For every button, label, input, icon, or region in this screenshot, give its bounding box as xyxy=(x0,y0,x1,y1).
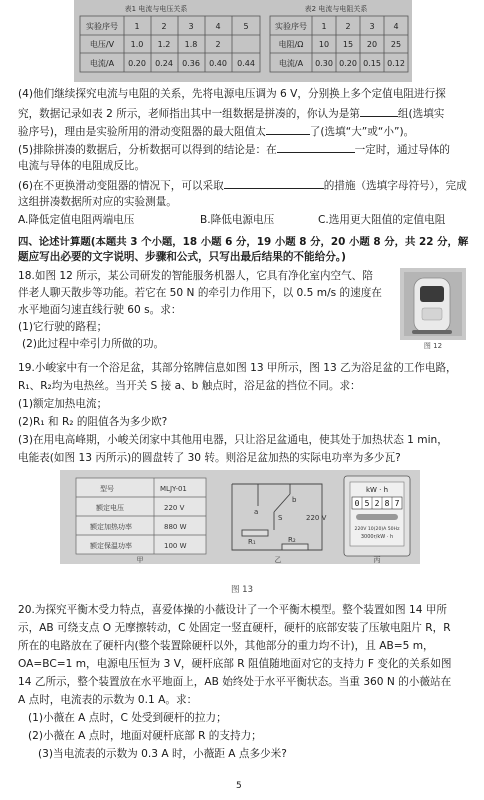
fig12-caption: 图 12 xyxy=(423,342,443,350)
r2-label: R₂ xyxy=(288,536,296,544)
section4-heading-line1: 四、论述计算题(本题共 3 个小题，18 小题 6 分，19 小题 8 分，20 小题 8 分，共 22 分，解 xyxy=(18,236,469,248)
sub-label-jia: 甲 xyxy=(136,556,144,564)
q19-part3-line1: (3)在用电高峰期，小峻关闭家中其他用电器，只让浴足盆通电，使其处于加热状态 1 min， xyxy=(18,434,448,446)
q19-part1: (1)额定加热电流； xyxy=(18,398,108,410)
q17-part5-line1 xyxy=(18,142,450,157)
q20-line6: A 点时，电流表的示数为 0.1 A。求： xyxy=(18,694,198,706)
meter-unit: kW · h xyxy=(365,486,389,494)
table1-cell: 0.36 xyxy=(182,59,200,68)
table1-header: 3 xyxy=(188,22,194,31)
answer-blank xyxy=(277,142,355,153)
nameplate-label: 型号 xyxy=(100,485,114,493)
table1-header: 2 xyxy=(161,22,167,31)
q17-part6-line1 xyxy=(18,178,467,193)
resistor-r1 xyxy=(242,530,268,536)
table2-cell: 0.15 xyxy=(363,59,381,68)
table1-cell: 0.20 xyxy=(128,59,146,68)
q20-part2: (2)小薇在 A 点时，地面对硬杆底部 R 的支持力； xyxy=(28,730,262,742)
q20-line4: OA=BC=1 m，电源电压恒为 3 V，硬杆底部 R 阻值随地面对它的支持力 F 变化的关系如图 xyxy=(18,658,452,670)
sub-label-bing: 丙 xyxy=(373,556,381,564)
data-tables-figure xyxy=(74,0,412,82)
page-number: 5 xyxy=(236,781,242,791)
meter-digit: 0 xyxy=(354,499,360,508)
q17-part4-text: 验序号)，理由是实验所用的滑动变阻器的最大阻值太 xyxy=(18,126,266,138)
table2-header: 3 xyxy=(369,22,375,31)
table1-cell: 0.40 xyxy=(209,59,227,68)
q20-line5: 14 乙所示，整个装置放在水平地面上，AB 始终处于水平平衡状态。当重 360 N 的小薇站在 xyxy=(18,676,452,688)
nameplate-label: 额定电压 xyxy=(96,504,124,512)
meter-spec-line1: 220V 10(20)A 50Hz xyxy=(354,527,400,532)
q19-line2: R₁、R₂均为电热丝。当开关 S 接 a、b 触点时，浴足盆的挡位不同。求： xyxy=(18,380,361,392)
q17-part4-text: 组(选填实 xyxy=(397,108,445,120)
meter-digit: 7 xyxy=(394,499,400,508)
table1-cell: 电压/V xyxy=(89,40,115,49)
q17-part6-line2: 这组拼凑数据所对应的实验测量。 xyxy=(18,196,177,208)
nameplate-value: 880 W xyxy=(164,523,187,531)
nameplate-label: 额定保温功率 xyxy=(90,542,132,550)
meter-digit: 2 xyxy=(374,499,380,508)
table2-cell: 电阻/Ω xyxy=(278,40,304,49)
meter-digits xyxy=(352,497,402,509)
table1-cell: 2 xyxy=(215,40,221,49)
table2-cell: 10 xyxy=(318,40,330,49)
table2-cell: 0.30 xyxy=(315,59,333,68)
table2-title: 表2 电流与电阻关系 xyxy=(304,5,368,13)
nameplate-label: 额定加热功率 xyxy=(90,523,132,531)
table2-cell: 15 xyxy=(342,40,354,49)
table2-header: 2 xyxy=(345,22,351,31)
source-voltage: 220 V xyxy=(306,514,327,522)
q17-option-a: A.降低定值电阻两端电压 xyxy=(18,214,135,226)
table1-header: 1 xyxy=(134,22,140,31)
q17-part4-line3 xyxy=(18,124,414,139)
fig13-caption: 图 13 xyxy=(230,585,254,595)
q20-line3: 所在的电路放在了硬杆内(整个装置除硬杆以外，其他部分的重力均不计)，且 AB=5 m， xyxy=(18,640,434,652)
table1-cell: 0.24 xyxy=(155,59,173,68)
figure13 xyxy=(60,470,420,572)
nameplate-value: MLJY-01 xyxy=(160,485,187,493)
q17-part4-line1: (4)他们继续探究电流与电阻的关系，先将电源电压调为 6 V，分别换上多个定值电阻进行探 xyxy=(18,88,446,100)
table2-cell: 20 xyxy=(366,40,378,49)
table2-cell: 0.20 xyxy=(339,59,357,68)
answer-blank xyxy=(224,178,324,189)
nameplate-value: 220 V xyxy=(164,504,185,512)
q17-part4-text: 究，数据记录如表 2 所示，老师指出其中一组数据是拼凑的，你认为是第 xyxy=(18,108,360,120)
resistor-r2 xyxy=(282,544,308,550)
table2-cell: 25 xyxy=(390,40,402,49)
table2-cell: 0.12 xyxy=(387,59,405,68)
table2-cell: 电流/A xyxy=(278,59,304,68)
section4-heading-line2: 题应写出必要的文字说明、步骤和公式，只写出最后结果的不能给分。) xyxy=(18,251,346,263)
meter-digit: 5 xyxy=(364,499,370,508)
r1-label: R₁ xyxy=(248,538,256,546)
q17-part5-text: (5)排除拼凑的数据后，分析数据可以得到的结论是：在 xyxy=(18,144,277,156)
contact-a: a xyxy=(254,508,259,516)
table2-header: 4 xyxy=(393,22,399,31)
answer-blank xyxy=(360,106,398,117)
q17-part4-text: 了(选填“大”或“小”)。 xyxy=(309,126,415,138)
table1-cell: 1.8 xyxy=(184,40,198,49)
q19-part3-line2: 电能表(如图 13 丙所示)的圆盘转了 30 转。则浴足盆加热的实际电功率为多少瓦? xyxy=(18,452,401,464)
q20-part1: (1)小薇在 A 点时，C 处受到硬杆的拉力； xyxy=(28,712,227,724)
sub-label-yi: 乙 xyxy=(274,556,282,564)
meter-rotor-window xyxy=(356,514,398,520)
q19-line1: 19.小峻家中有一个浴足盆，其部分铭牌信息如图 13 甲所示，图 13 乙为浴足盆的工作电路， xyxy=(18,362,457,374)
q18-line3: 水平地面匀速直线行驶 60 s。求： xyxy=(18,304,182,316)
table1-cell: 电流/A xyxy=(89,59,115,68)
table1-header: 实验序号 xyxy=(86,22,118,31)
nameplate-value: 100 W xyxy=(164,542,187,550)
switch-s: S xyxy=(278,514,283,522)
q17-part5-text: 一定时，通过导体的 xyxy=(354,144,451,156)
q17-part4-line2 xyxy=(18,106,444,121)
table1-cell: 1.0 xyxy=(130,40,144,49)
q19-part2: (2)R₁ 和 R₂ 的阻值各为多少欧? xyxy=(18,416,168,428)
table1-cell: 0.44 xyxy=(237,59,255,68)
q17-option-b: B.降低电源电压 xyxy=(200,214,275,226)
robot-photo-figure xyxy=(400,268,466,350)
table2-header: 1 xyxy=(321,22,327,31)
table1-header: 4 xyxy=(215,22,221,31)
table1-header: 5 xyxy=(243,22,249,31)
contact-b: b xyxy=(292,496,297,504)
robot-screen xyxy=(420,286,444,302)
q20-part3: (3)当电流表的示数为 0.3 A 时，小薇距 A 点多少米? xyxy=(38,748,287,760)
meter-spec-line2: 3000r/kW · h xyxy=(360,534,394,540)
q17-part5-line2: 电流与导体的电阻成反比。 xyxy=(18,160,146,172)
q17-part6-text: 的措施（选填字母符号），完成 xyxy=(323,180,467,192)
q18-line2: 伴老人聊天散步等功能。若它在 50 N 的牵引力作用下，以 0.5 m/s 的速度在 xyxy=(18,287,382,299)
table2-header: 实验序号 xyxy=(275,22,307,31)
q17-option-c: C.选用更大阻值的定值电阻 xyxy=(318,214,446,226)
meter-digit: 8 xyxy=(384,499,390,508)
table1-title: 表1 电流与电压关系 xyxy=(124,5,188,13)
q17-part6-text: (6)在不更换滑动变阻器的情况下，可以采取 xyxy=(18,180,224,192)
answer-blank xyxy=(266,124,310,135)
q18-line1: 18.如图 12 所示，某公司研发的智能服务机器人，它具有净化室内空气、陪 xyxy=(18,270,373,282)
table1-cell: 1.2 xyxy=(157,40,171,49)
q20-line2: 示，AB 可绕支点 O 无摩擦转动，C 处固定一竖直硬杆，硬杆的底部安装了压敏电阻片 R，R xyxy=(18,622,451,634)
q20-line1: 20.为探究平衡木受力特点，喜爱体操的小薇设计了一个平衡木模型。整个装置如图 14 甲所 xyxy=(18,604,448,616)
q18-part2: (2)此过程中牵引力所做的功。 xyxy=(22,338,165,350)
q18-part1: (1)它行驶的路程； xyxy=(18,321,108,333)
